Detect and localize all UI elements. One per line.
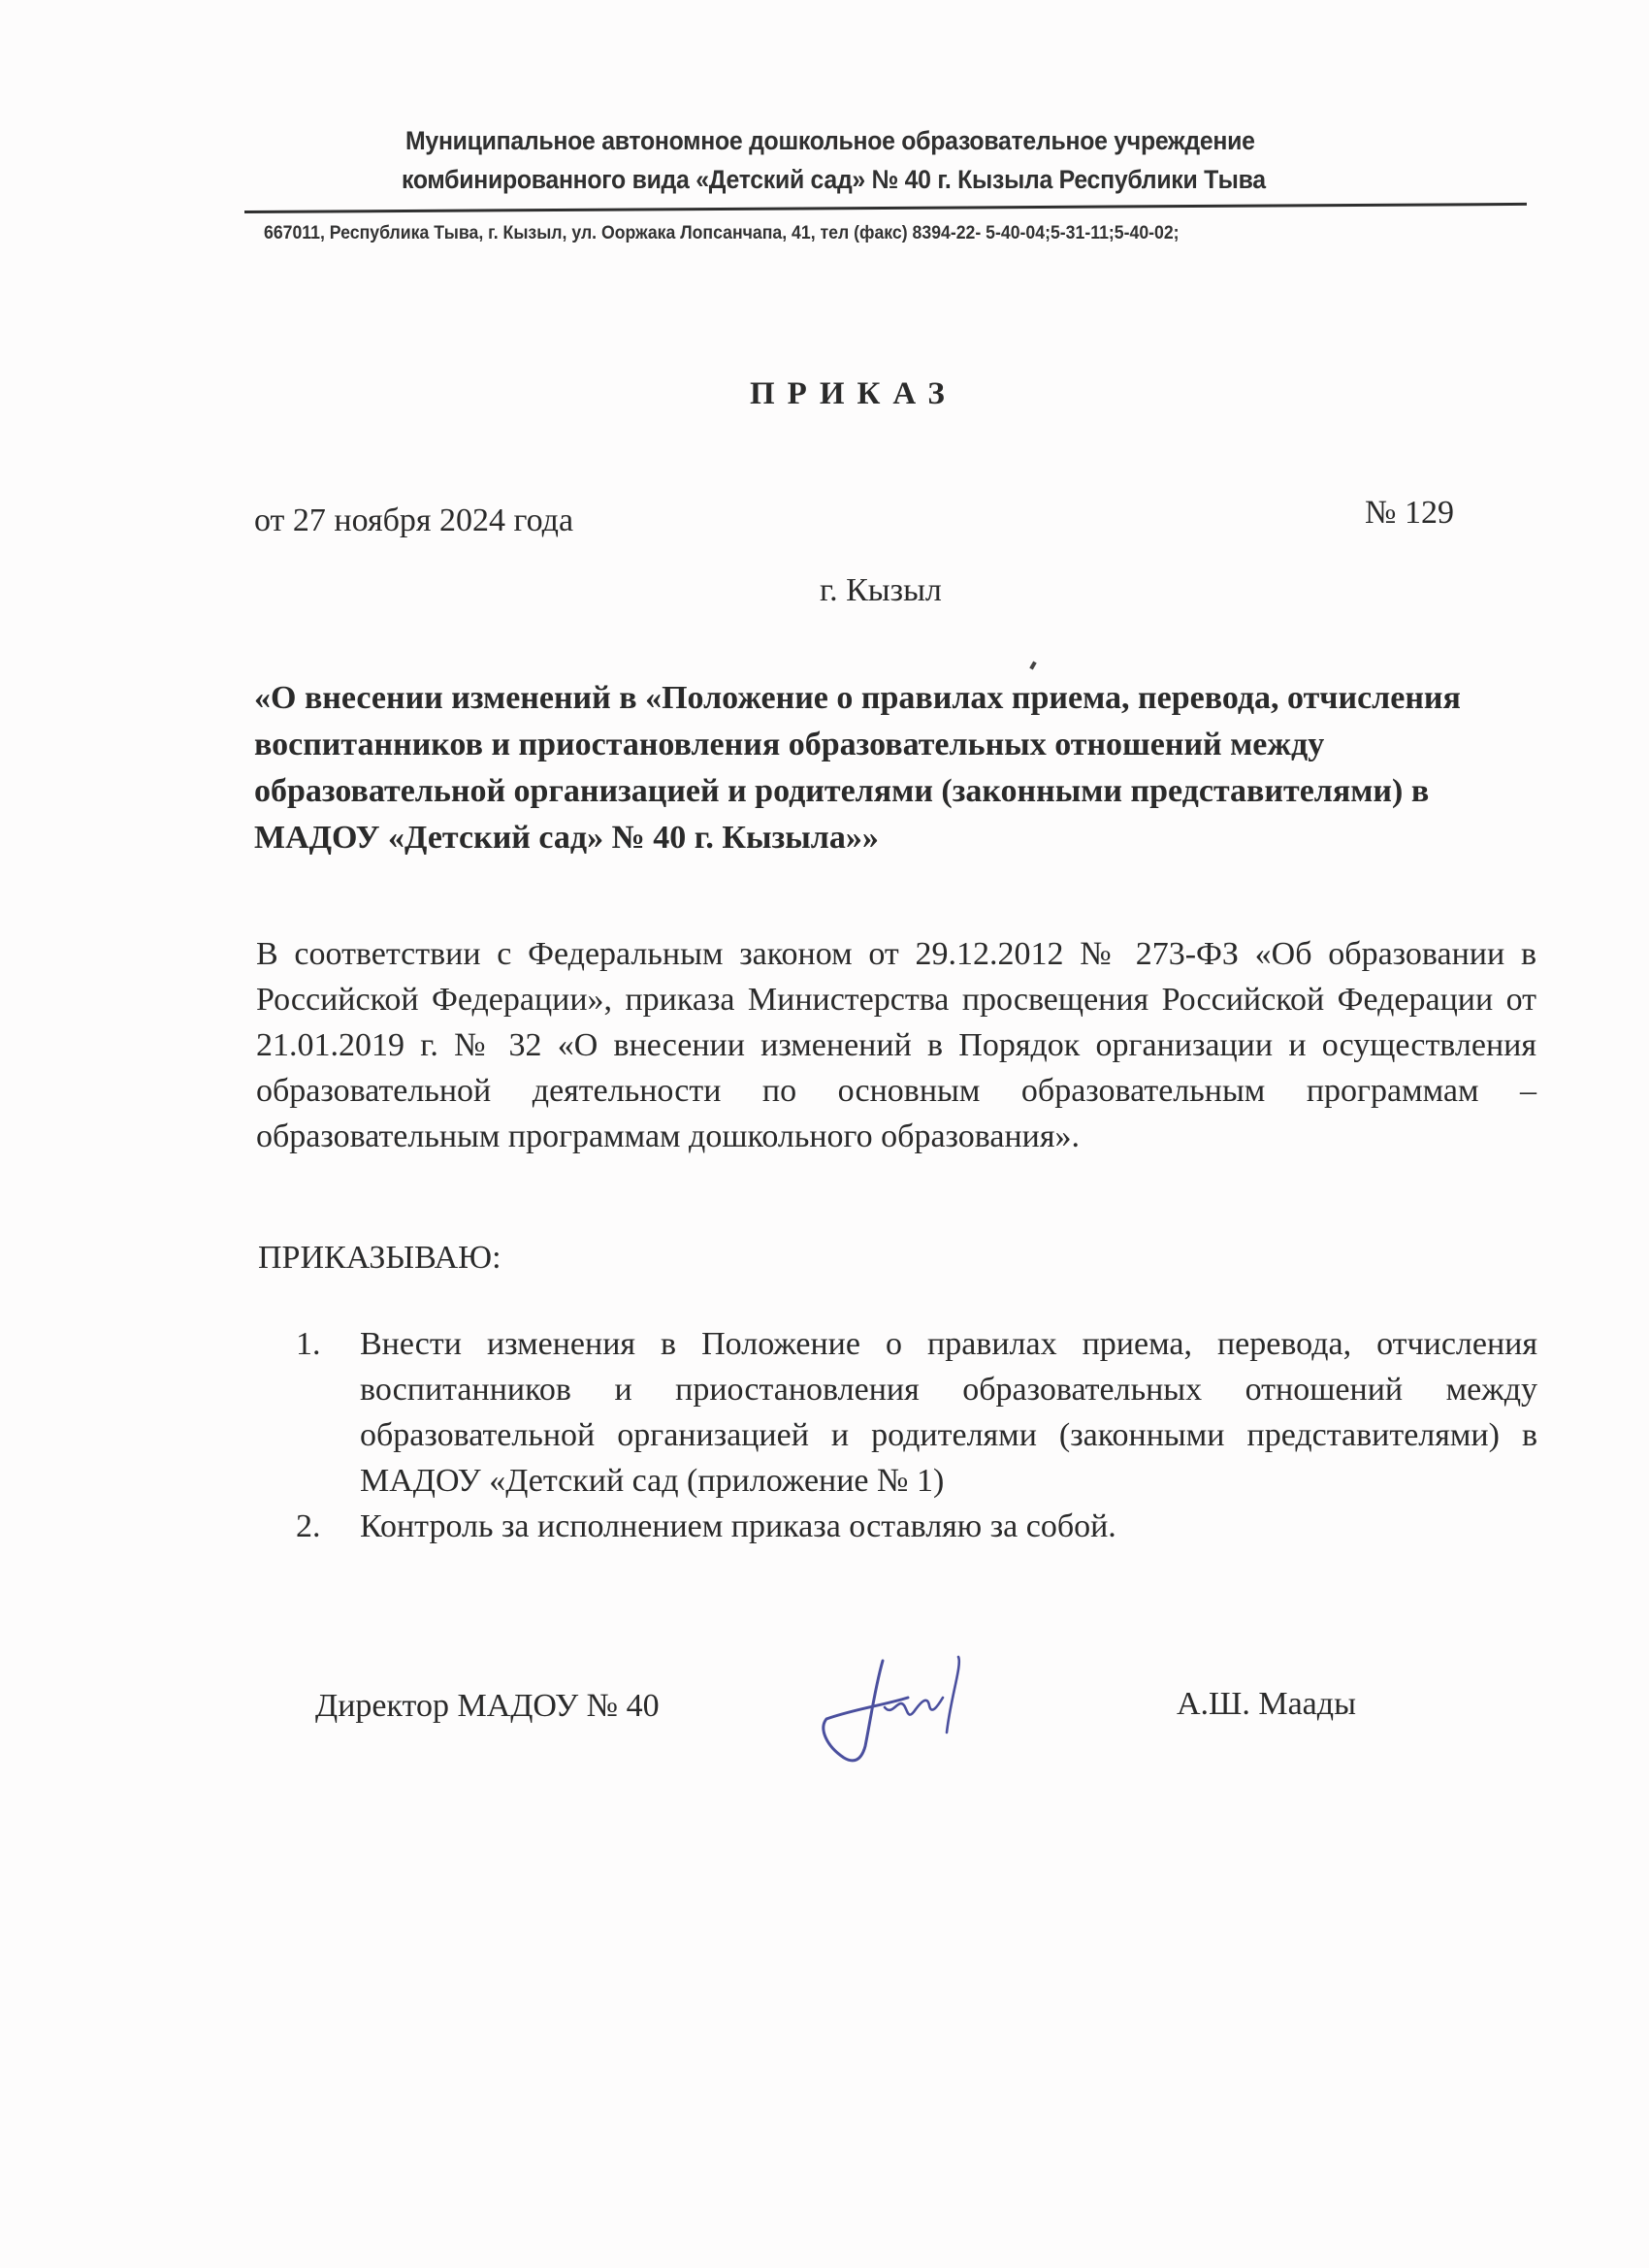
letterhead-divider (244, 203, 1527, 213)
document-number: № 129 (1365, 495, 1454, 531)
scan-speck (1029, 662, 1036, 670)
order-item-text: Внести изменения в Положение о правилах приема, перевода, отчисления воспитанников и приостановления образовательных отношений между образовательной организацией и родителями (законными представителями) в МАДОУ «Детский сад (приложение № 1) (360, 1326, 1537, 1499)
signatory-position: Директор МАДОУ № 40 (315, 1688, 660, 1724)
document-preamble: В соответствии с Федеральным законом от 29.12.2012 № 273-ФЗ «Об образовании в Российской Федерации», приказа Министерства просвещения Российской Федерации от 21.01.2019 г. № 32 «О внесении изменений в Порядок организации и осуществления образовательной деятельности по основным образовательным программам – образовательным программам дошкольного образования». (256, 936, 1536, 1154)
order-item (296, 1321, 1537, 1504)
signatory-name: А.Ш. Маады (1177, 1686, 1356, 1722)
document-subject: «О внесении изменений в «Положение о правилах приема, перевода, отчисления воспитанников и приостановления образовательных отношений между образовательной организацией и родителями (законными представителями) в МАДОУ «Детский сад» № 40 г. Кызыла»» (254, 680, 1461, 856)
order-item-number: 2. (296, 1508, 321, 1544)
document-date: от 27 ноября 2024 года (254, 502, 574, 538)
letterhead-address: 667011, Республика Тыва, г. Кызыл, ул. Ооржака Лопсанчапа, 41, тел (факс) 8394-22- 5-40-04;5-31-11;5-40-02; (264, 223, 1180, 243)
order-items-list (296, 1321, 1537, 1549)
order-item-number: 1. (296, 1326, 321, 1362)
handwritten-signature-icon (815, 1649, 1048, 1775)
signature-stroke (947, 1657, 959, 1733)
signature-stroke (824, 1661, 908, 1761)
order-item (296, 1504, 1537, 1549)
letterhead-line-2: комбинированного вида «Детский сад» № 40 г. Кызыла Республики Тыва (402, 165, 1266, 194)
order-heading: ПРИКАЗЫВАЮ: (258, 1240, 501, 1276)
document-title: ПРИКАЗ (750, 376, 957, 411)
document-city: г. Кызыл (820, 572, 942, 608)
letterhead-line-1: Муниципальное автономное дошкольное образовательное учреждение (405, 126, 1255, 155)
order-item-text: Контроль за исполнением приказа оставляю за собой. (360, 1508, 1116, 1544)
